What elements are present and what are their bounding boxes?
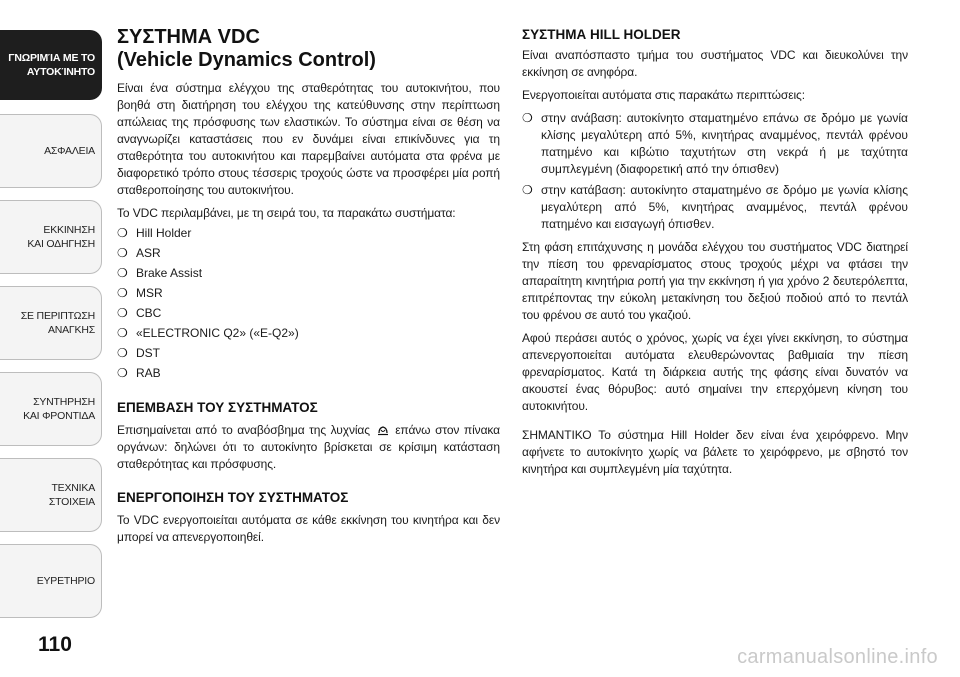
timeout-paragraph: Αφού περάσει αυτός ο χρόνος, χωρίς να έχει γίνει εκκίνηση, το σύστημα απενεργοποιείται αυτόματα ελευθερώνοντας βαθμιαία την πίεση φρεναρίσματος. Κατά τη διάρκεια αυτής της φάσης είναι δυνατόν να ακουστεί ένας θόρυβος: αυτό σημαίνει την επερχόμενη κίνηση του αυτοκινήτου.: [522, 331, 908, 413]
bullet-icon: ❍: [117, 226, 128, 240]
list-item: ❍ MSR: [117, 283, 500, 303]
watermark: carmanualsonline.info: [737, 646, 938, 668]
tab-technical-data[interactable]: [0, 458, 102, 532]
bullet-icon: ❍: [522, 183, 533, 197]
bullet-icon: ❍: [117, 266, 128, 280]
bullet-icon: ❍: [117, 326, 128, 340]
list-item: ❍ στην κατάβαση: αυτοκίνητο σταματημένο σε δρόμο με γωνία κλίσης μεγαλύτερη από 5%, κινητήρας αναμμένος, πεντάλ φρένου πατημένο και εισαγωγή όπισθεν.: [522, 183, 908, 231]
important-note: ΣΗΜΑΝΤΙΚΟ Το σύστημα Hill Holder δεν είναι ένα χειρόφρενο. Μην αφήνετε το αυτοκίνητο χωρίς να βάλετε το χειρόφρενο, με σβηστό τον κινητήρα και συμπλεγμένη μία ταχύτητα.: [522, 428, 908, 476]
tab-label: ΣΕ ΠΕΡΙΠΤΩΣΗ: [20, 310, 95, 322]
tab-label: ΓΝΩΡΙΜΊΑ ΜΕ ΤΟ: [8, 52, 95, 64]
activation-cases-list: [522, 110, 908, 233]
acceleration-paragraph: Στη φάση επιτάχυνσης η μονάδα ελέγχου του συστήματος VDC διατηρεί την πίεση του φρεναρίσματος στους τροχούς μέχρι να φτάσει την απαραίτητη κινητήρια ροπή για την εκκίνηση ή για χρόνο 2 δευτερόλεπτα, επιτρέποντας την εύκολη μετακίνηση του δεξιού ποδιού από το πεντάλ του φρένου σε αυτό του γκαζιού.: [522, 240, 908, 322]
intervention-heading: ΕΠΕΜΒΑΣΗ ΤΟΥ ΣΥΣΤΗΜΑΤΟΣ: [117, 400, 318, 415]
tab-label: ΚΑΙ ΟΔΗΓΗΣΗ: [27, 238, 95, 250]
tab-label: ΚΑΙ ΦΡΟΝΤΙΔΑ: [23, 410, 95, 422]
list-item: ❍ ASR: [117, 243, 500, 263]
intro-paragraph: Είναι ένα σύστημα ελέγχου της σταθερότητας του αυτοκινήτου, που βοηθά στη διατήρηση του ελέγχου της κατεύθυνσης στην περίπτωση απώλειας της πρόσφυσης των ελαστικών. Το σύστημα είναι σε θέση να αναγνωρίζει καταστάσεις που εν δυνάμει είναι επικίνδυνες για τη σταθερότητα του αυτοκινήτου και παρεμβαίνει αυτόματα στα φρένα με διαφορετικό τρόπο στους τέσσερις τροχούς ώστε να προσφέρει μία ροπή σταθεροποίησης του αυτοκινήτου.: [117, 81, 500, 197]
left-column: [117, 26, 500, 552]
title-line-1: ΣΥΣΤΗΜΑ VDC: [117, 26, 260, 48]
systems-list: [117, 223, 500, 383]
tab-label: ΕΚΚΙΝΗΣΗ: [43, 224, 95, 236]
list-item: ❍ στην ανάβαση: αυτοκίνητο σταματημένο επάνω σε δρόμο με γωνία κλίσης μεγαλύτερη από 5%, κινητήρας αναμμένος, πεντάλ φρένου πατημένο και κιβώτιο ταχυτήτων στη νεκρά ή με ταχύτητα συμπλεγμένη (διαφορετική από την όπισθεν): [522, 111, 908, 176]
tab-index[interactable]: [0, 544, 102, 618]
list-item: ❍ CBC: [117, 303, 500, 323]
hill-holder-heading: ΣΥΣΤΗΜΑ HILL HOLDER: [522, 27, 681, 42]
tab-getting-to-know[interactable]: [0, 30, 102, 100]
tab-label: ΕΥΡΕΤΗΡΙΟ: [36, 575, 95, 587]
bullet-icon: ❍: [117, 246, 128, 260]
bullet-icon: ❍: [117, 346, 128, 360]
activation-paragraph: Το VDC ενεργοποιείται αυτόματα σε κάθε εκκίνηση του κινητήρα και δεν μπορεί να απενεργοποιηθεί.: [117, 513, 500, 544]
hill-holder-intro: Είναι αναπόσπαστο τμήμα του συστήματος VDC και διευκολύνει την εκκίνηση σε ανηφόρα.: [522, 48, 908, 79]
page-number: 110: [38, 633, 72, 656]
list-item: ❍ Hill Holder: [117, 223, 500, 243]
bullet-icon: ❍: [117, 286, 128, 300]
tab-label: ΣΥΝΤΗΡΗΣΗ: [33, 396, 95, 408]
tab-label: ΤΕΧΝΙΚΑ: [51, 482, 95, 494]
tab-safety[interactable]: [0, 114, 102, 188]
list-item: ❍ DST: [117, 343, 500, 363]
tab-starting-driving[interactable]: [0, 200, 102, 274]
includes-paragraph: Το VDC περιλαμβάνει, με τη σειρά του, τα παρακάτω συστήματα:: [117, 206, 456, 220]
list-item: ❍ RAB: [117, 363, 500, 383]
bullet-icon: ❍: [522, 111, 533, 125]
tab-maintenance[interactable]: [0, 372, 102, 446]
tab-label: ΑΝΑΓΚΗΣ: [47, 324, 95, 336]
list-item: ❍ «ELECTRONIC Q2» («E-Q2»): [117, 323, 500, 343]
tab-label: ΑΣΦΑΛΕΙΑ: [44, 145, 95, 157]
title-line-2: (Vehicle Dynamics Control): [117, 49, 376, 71]
page-title: [117, 26, 500, 72]
activation-heading: ΕΝΕΡΓΟΠΟΙΗΣΗ ΤΟΥ ΣΥΣΤΗΜΑΤΟΣ: [117, 490, 349, 505]
bullet-icon: ❍: [117, 306, 128, 320]
vdc-warning-icon: [376, 424, 390, 436]
tab-label: ΑΥΤΟΚΊΝΗΤΟ: [26, 66, 95, 78]
bullet-icon: ❍: [117, 366, 128, 380]
tab-label: ΣΤΟΙΧΕΙΑ: [48, 496, 95, 508]
list-item: ❍ Brake Assist: [117, 263, 500, 283]
activation-cases-intro: Ενεργοποιείται αυτόματα στις παρακάτω περιπτώσεις:: [522, 88, 805, 102]
right-column: [522, 26, 908, 484]
tab-emergency[interactable]: [0, 286, 102, 360]
intervention-paragraph: Επισημαίνεται από το αναβόσβημα της λυχνίας επάνω στον πίνακα οργάνων: δηλώνει ότι το αυτοκίνητο βρίσκεται σε κρίσιμη κατάσταση σταθερότητας και πρόσφυσης.: [117, 423, 501, 471]
